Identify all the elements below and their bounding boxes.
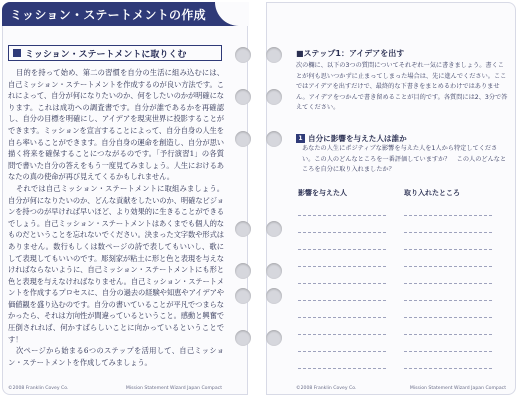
writing-line[interactable]	[404, 215, 492, 216]
writing-line[interactable]	[298, 283, 386, 284]
binder-hole-icon	[235, 263, 251, 279]
copyright-footer: ©2008 Franklin Covey Co.	[8, 386, 69, 391]
writing-line[interactable]	[298, 368, 386, 369]
binder-hole-icon	[235, 330, 251, 346]
question-title: 自分に影響を与えた人は誰か	[308, 134, 407, 143]
writing-line[interactable]	[404, 334, 492, 335]
binder-hole-icon	[266, 330, 282, 346]
binder-hole-icon	[266, 221, 282, 237]
writing-line[interactable]	[404, 351, 492, 352]
writing-line[interactable]	[404, 266, 492, 267]
binder-hole-icon	[266, 131, 282, 147]
paragraph: 次ページから始まる6つのステップを活用して、自己ミッション・ステートメントを作成してみましょう。	[8, 346, 224, 367]
binder-hole-icon	[235, 221, 251, 237]
paragraph: それでは自己ミッション・ステートメントに取組みましょう。自分が何になりたいのか、どんな貢献をしたいのか、明確なビジョンを持つのが早ければ早いほど、より効果的に生きることができるでしょう。自己ミッション・ステートメントはあくまでも個人的なものだということを忘れないでください。決まった文字数や形式はありません。数行もしくは数ページの詩で表してもいいし、歌にして表現してもいいのです。彫刻家が粘土に形と色と表現を与えなければならないように、自己ミッション・ステートメントにも形と色と表現を与えなければなりません。自己ミッション・ステートメントを作成するプロセスに、自分の過去の経験や知恵やアイデアや価値観を盛り込むのです。自分の書いていることが平凡でつまらなかったら、それは方向性が間違っているということ。感動と興奮で圧倒されれば、何かすばらしいことに向かっているということです！	[8, 183, 224, 344]
product-footer: Mission Statement Wizard Japan Compact	[409, 386, 506, 391]
column-label-person: 影響を与えた人	[298, 189, 347, 197]
binder-hole-icon	[266, 89, 282, 105]
header-band	[2, 2, 248, 26]
paragraph: 目的を持って始め、第二の習慣を自分の生活に組み込むには、自己ミッション・ステートメントを作成するのが良い方法です。これによって、自分が何になりたいのか、何をしたいのかが明確になります。これは成功への調査書です。自分が誰であるかを再確認し、自分の目標を明確にし、アイデアを現実世界に投影することができます。ミッションを宣言することによって、自分自身の人生を自ら率いることができます。自分自身の運命を創造し、自分が思い描く将来を確保することにつながるのです。「予行演習1」の各質問で書いた自分の答えをもう一度見てみましょう。人生におけるあなたの真の使命が再び見えてくるかもしれません。	[8, 68, 224, 182]
left-page	[2, 2, 248, 395]
writing-line[interactable]	[298, 351, 386, 352]
writing-line[interactable]	[404, 300, 492, 301]
binder-hole-icon	[235, 47, 251, 63]
writing-line[interactable]	[404, 249, 492, 250]
question-heading	[296, 133, 511, 144]
writing-line[interactable]	[404, 317, 492, 318]
right-page	[266, 2, 516, 395]
writing-line[interactable]	[298, 232, 386, 233]
binder-holes-left	[235, 0, 255, 396]
question-number-badge: 1	[296, 134, 305, 143]
writing-line[interactable]	[404, 368, 492, 369]
binder-hole-icon	[266, 288, 282, 304]
binder-hole-icon	[266, 263, 282, 279]
binder-hole-icon	[235, 89, 251, 105]
writing-line[interactable]	[298, 334, 386, 335]
page-title: ミッション・ステートメントの作成	[10, 8, 206, 22]
writing-line[interactable]	[404, 232, 492, 233]
column-label-traits: 取り入れたところ	[404, 189, 460, 197]
writing-line[interactable]	[404, 283, 492, 284]
product-footer: Mission Statement Wizard Japan Compact	[125, 386, 222, 391]
binder-hole-icon	[266, 47, 282, 63]
step-title	[296, 48, 511, 59]
writing-line[interactable]	[298, 317, 386, 318]
binder-hole-icon	[235, 131, 251, 147]
question-text: あなたの人生にポジティブな影響を与えた人を1人から特定してください。この人のどんなところを一番評価していますか？ この人のどんなところを自分に取り入れましたか？	[302, 145, 507, 174]
step-title-label: ■ステップ1：アイデアを出す	[296, 49, 405, 58]
body-text	[8, 67, 224, 368]
writing-line[interactable]	[298, 215, 386, 216]
section-heading-label: ミッション・ステートメントに取りくむ	[25, 49, 187, 60]
writing-line[interactable]	[298, 249, 386, 250]
square-bullet-icon	[13, 49, 21, 57]
writing-line[interactable]	[298, 300, 386, 301]
binder-holes-right	[266, 0, 286, 396]
binder-hole-icon	[235, 288, 251, 304]
step-intro: 次の欄に、以下の3つの質問についてそれぞれ一気に書きましょう。書くことが何も思いつかずに止まってしまった場合は、先に進んでください。ここではアイデアを出すだけで、最終的な下書きをまとめるわけではありません。アイデアをつかんで書き留めることが目的です。各質問には2、3分で答えてください。	[296, 62, 508, 112]
copyright-footer: ©2008 Franklin Covey Co.	[296, 386, 357, 391]
writing-line[interactable]	[298, 266, 386, 267]
section-heading	[8, 45, 222, 61]
